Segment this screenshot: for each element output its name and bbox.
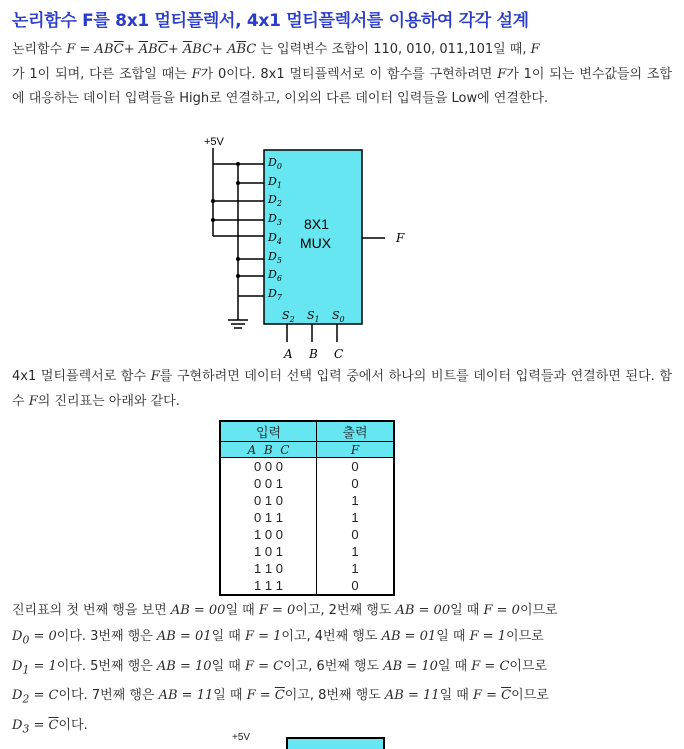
table-row: 0 0 1 0 [220, 475, 394, 492]
table-row: 1 0 1 1 [220, 543, 394, 560]
conclusion-paragraph: 진리표의 첫 번째 행을 보면 AB = 00일 때 F = 0이고, 2번째 행도 AB = 00일 때 F = 0이므로 $D_0 = 0$이다. 3번째 행은 AB = 01일 때 F = 1이고, 4번째 행도 AB = 01일 때 F = 1이므로 $D_1 = 1$이다. 5번째 행은 AB = 10일 때 F = C이고, 6번째 행도 AB = 10일 때 F = C이므로 $D_2 = C$이다. 7번째 행은 AB = 11일 때 $F = \overline{C}$이고, 8번째 행도 AB = 11일 때 $F = \overline{C}$이므로 $D_3 = \overline{C}$이다. [12, 603, 558, 736]
page-title: 논리함수 F를 8x1 멀티플렉서, 4x1 멀티플렉서를 이용하여 각각 설계 [12, 11, 529, 31]
svg-text:D2: $D_2$ [268, 193, 282, 208]
table-row: 0 1 1 1 [220, 509, 394, 526]
svg-text:D3: $D_3$ [268, 212, 282, 227]
svg-text:D4: $D_4$ [268, 231, 282, 246]
truth-header-in: 입력 [220, 421, 317, 442]
svg-text:D6: $D_6$ [268, 268, 282, 283]
svg-text:S2: $S_2$ [282, 309, 295, 324]
function-equation: $F = AB\overline{C}+ \overline{A}B\overline{C}+ \overline{A}BC+ A\overline{B}C$ [66, 42, 257, 57]
svg-text:D1: $D_1$ [268, 175, 282, 190]
mux-8x1-diagram [200, 128, 440, 366]
table-row: 0 1 0 1 [220, 492, 394, 509]
svg-text:B: B [309, 347, 318, 361]
svg-text:D0: $D_0$ [268, 156, 282, 171]
truth-in-vars: A B C [220, 442, 317, 458]
mux-label-2: MUX [300, 235, 332, 251]
truth-header-out: 출력 [317, 421, 395, 442]
supply-label: +5V [204, 136, 224, 148]
svg-text:S1: $S_1$ [307, 309, 320, 324]
intro-paragraph: 논리함수 $F = AB\overline{C}+ \overline{A}B\overline{C}+ \overline{A}BC+ A\overline{B}C$ 는 입력변수 조합이 110, 010, 011,101일 때, F 가 1이 되며, 다른 조합일 때는 F가 0이다. 8x1 멀티플렉서로 이 함수를 구현하려면 F가 1이 되는 변수값들의 조합에 대응하는 데이터 입력들을 High로 연결하고, 이외의 다른 데이터 입력들을 Low에 연결한다. [12, 42, 673, 106]
svg-text:C: C [334, 347, 344, 361]
truth-table [219, 420, 395, 596]
output-label: F [396, 231, 405, 245]
table-row: 0 0 0 0 [220, 458, 394, 476]
mid-paragraph: 4x1 멀티플렉서로 함수 F를 구현하려면 데이터 선택 입력 중에서 하나의 비트를 데이터 입력들과 연결하면 된다. 함수 F의 진리표는 아래와 같다. [12, 369, 672, 409]
next-mux-block [286, 737, 385, 749]
table-row: 1 0 0 0 [220, 526, 394, 543]
gnd-connections [236, 162, 264, 296]
next-supply-label: +5V [232, 732, 251, 743]
truth-out-var: F [317, 442, 395, 458]
svg-text:A: A [284, 347, 293, 361]
svg-text:D5: $D_5$ [268, 250, 282, 265]
mux-label-1: 8X1 [304, 216, 329, 232]
select-variable-labels [283, 347, 343, 361]
intro-text: 논리함수 [12, 42, 67, 57]
table-row: 1 1 0 1 [220, 560, 394, 577]
svg-text:D7: $D_7$ [268, 287, 282, 302]
svg-text:S0: $S_0$ [332, 309, 345, 324]
ground-icon [228, 320, 248, 328]
table-row: 1 1 1 0 [220, 577, 394, 595]
